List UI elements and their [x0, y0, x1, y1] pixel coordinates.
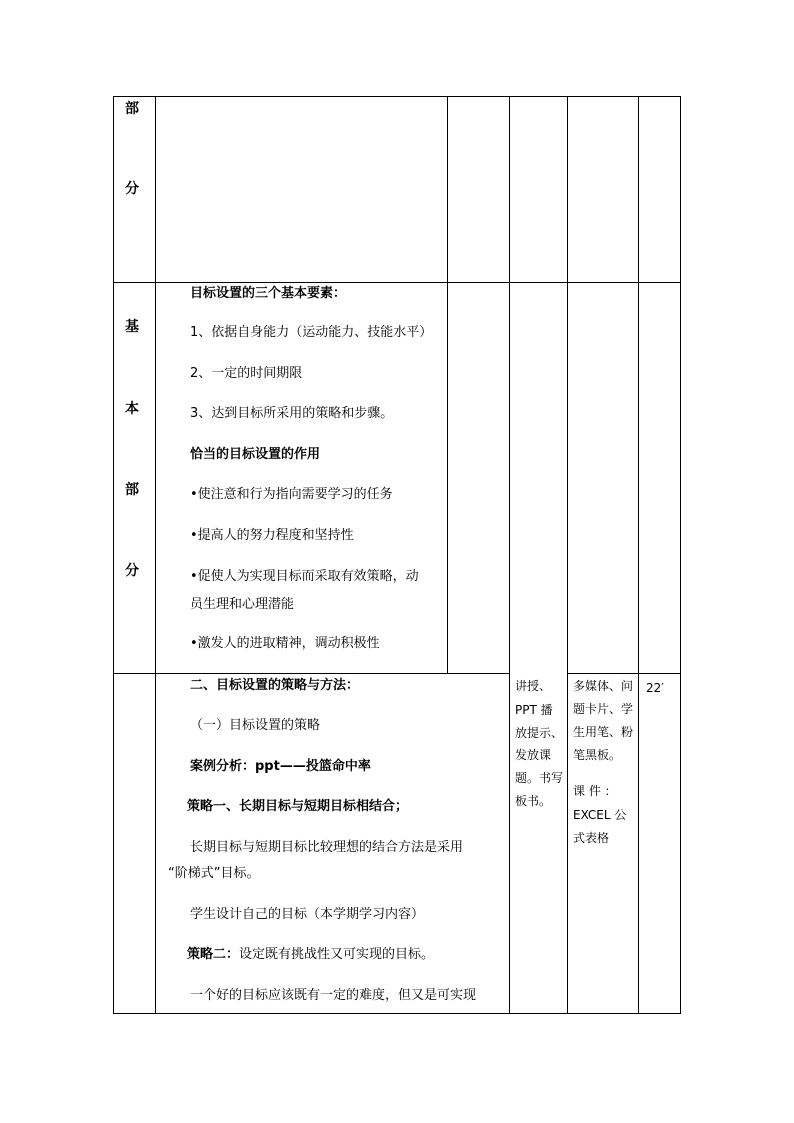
section-label-char: 分 [125, 181, 139, 197]
table-border-right [680, 96, 681, 1014]
method-line: 发放课 [515, 748, 552, 762]
case-analysis: 案例分析：ppt——投篮命中率 [190, 759, 371, 774]
paragraph: 学生设计自己的目标（本学期学习内容） [190, 907, 425, 922]
paragraph: 一个好的目标应该既有一定的难度，但又是可实现 [190, 988, 477, 1003]
materials-line: 笔黑板。 [573, 748, 622, 762]
block1-bullet: •使注意和行为指向需要学习的任务 [190, 487, 393, 502]
method-line: 题。书写 [515, 771, 564, 785]
col-divider-1 [155, 96, 156, 1014]
block1-item: 2、一定的时间期限 [190, 366, 303, 381]
table-border-left [113, 96, 114, 1014]
section-label-char: 部 [125, 101, 139, 117]
row-divider-2-right [567, 673, 681, 674]
materials-line: 题卡片、学 [573, 702, 634, 716]
strategy1: 策略一、长期目标与短期目标相结合； [187, 799, 409, 814]
col-divider-4 [567, 96, 568, 1014]
section-label-char: 本 [125, 401, 139, 417]
strategy2-label: 策略二： [187, 947, 240, 962]
method-line: 板书。 [515, 794, 552, 808]
block1-heading2: 恰当的目标设置的作用 [190, 447, 321, 462]
block2-heading: 二、目标设置的策略与方法： [190, 678, 360, 693]
table-border-top [113, 96, 681, 97]
method-line: PPT 播 [515, 703, 553, 717]
col-divider-3 [509, 96, 510, 1014]
strategy2-text: 设定既有挑战性又可实现的目标。 [239, 947, 435, 962]
materials-line: 多媒体、问 [573, 679, 634, 693]
materials-line: 式表格 [573, 831, 610, 845]
row-divider-1 [113, 282, 681, 283]
block2-subheading: （一）目标设置的策略 [190, 718, 321, 733]
table-border-bottom [113, 1013, 681, 1014]
materials-line: 生用笔、粉 [573, 725, 634, 739]
col-divider-5 [638, 96, 639, 1014]
paragraph: 长期目标与短期目标比较理想的结合方法是采用 [190, 840, 464, 855]
section-label-char: 部 [125, 482, 139, 498]
col-divider-2 [447, 96, 448, 674]
block1-bullet: •促使人为实现目标而采取有效策略，动 [190, 569, 419, 584]
materials-line: 课 件 ： [573, 784, 617, 798]
block1-heading: 目标设置的三个基本要素： [190, 286, 347, 301]
method-line: 讲授、 [515, 679, 552, 693]
time-allocation: 22′ [646, 681, 664, 695]
paragraph-continuation: “阶梯式”目标。 [168, 866, 260, 881]
method-line: 放提示、 [515, 726, 564, 740]
block1-bullet: •提高人的努力程度和坚持性 [190, 528, 354, 543]
row-divider-2-left [113, 673, 509, 674]
section-label-char: 分 [125, 563, 139, 579]
strategy2 [187, 946, 434, 964]
block1-bullet: •激发人的进取精神，调动积极性 [190, 636, 380, 651]
block1-bullet-continuation: 员生理和心理潜能 [190, 597, 295, 612]
block1-item: 3、达到目标所采用的策略和步骤。 [190, 406, 394, 421]
materials-line: EXCEL 公 [573, 808, 627, 822]
section-label-char: 基 [125, 319, 139, 335]
block1-item: 1、依据自身能力（运动能力、技能水平） [190, 325, 433, 340]
